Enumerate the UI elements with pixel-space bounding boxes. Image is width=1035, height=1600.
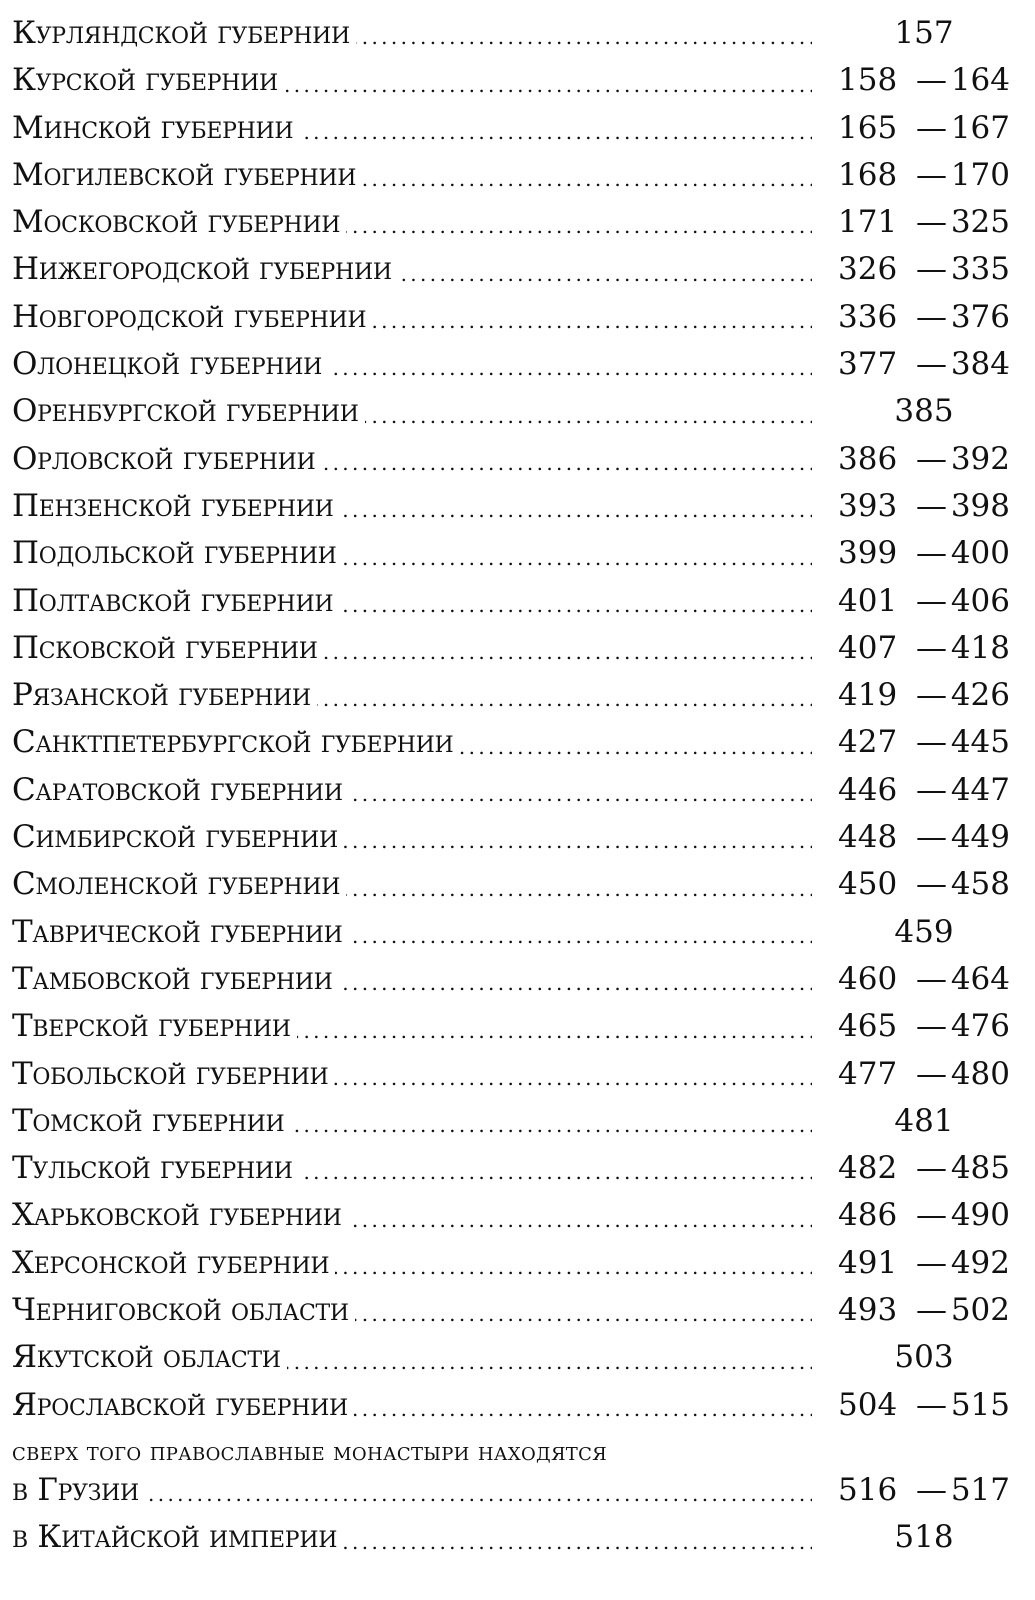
range-dash: — [916,677,947,714]
entry-title: Подольской губернии [12,535,342,571]
page-from: 386 [838,440,898,477]
entry-title: Тамбовской губернии [12,961,339,997]
toc-entry [12,105,1012,152]
table-of-contents [12,10,1012,1562]
page-from: 377 [838,346,898,383]
entry-title: Симбирской губернии [12,819,344,855]
toc-entry [12,672,1012,719]
entry-title: Саратовской губернии [12,772,349,808]
page-from: 493 [838,1292,898,1329]
page-from: 491 [838,1244,898,1281]
toc-entry [12,1051,1012,1098]
page-to: 492 [950,1244,1010,1281]
entry-leader [12,909,812,956]
toc-entry [12,246,1012,293]
range-dash: — [916,1471,947,1508]
entry-leader [12,1514,812,1561]
range-dash: — [916,1292,947,1329]
page-from: 158 [838,62,898,99]
toc-entry [12,57,1012,104]
range-dash: — [916,724,947,761]
entry-title: Черниговской области [12,1292,355,1328]
page-to: 445 [950,724,1010,761]
entry-leader [12,814,812,861]
entry-leader [12,578,812,625]
range-dash: — [916,346,947,383]
range-dash: — [916,1197,947,1234]
range-dash: — [916,1244,947,1281]
entry-leader [12,1192,812,1239]
page-from: 482 [838,1150,898,1187]
toc-entry [12,956,1012,1003]
page-from: 460 [838,960,898,997]
page-number: 503 [894,1339,954,1376]
page-from: 407 [838,629,898,666]
toc-entry [12,1514,1012,1561]
page-to: 376 [950,298,1010,335]
entry-title: Ярославской губернии [12,1387,354,1423]
page-from: 450 [838,866,898,903]
entry-title: Могилевской губернии [12,157,362,193]
entry-title: Таврической губернии [12,914,349,950]
entry-leader [12,152,812,199]
toc-entry [12,1240,1012,1287]
toc-entry [12,1334,1012,1381]
note-line: сверх того православные монастыри находятся [12,1436,608,1466]
toc-entry [12,578,1012,625]
page-to: 335 [950,251,1010,288]
page-to: 398 [950,487,1010,524]
entry-leader [12,1287,812,1334]
entry-title: Олонецкой губернии [12,346,328,382]
entry-title: Псковской губернии [12,630,324,666]
page-from: 465 [838,1008,898,1045]
range-dash: — [916,487,947,524]
entry-title: Херсонской губернии [12,1245,335,1281]
page-from: 477 [838,1055,898,1092]
entry-leader [12,530,812,577]
page-to: 384 [950,346,1010,383]
toc-entry [12,152,1012,199]
toc-entry [12,1287,1012,1334]
entry-leader [12,1240,812,1287]
entry-title: Якутской области [12,1339,287,1375]
page-from: 516 [838,1471,898,1508]
range-dash: — [916,62,947,99]
entry-leader [12,294,812,341]
range-dash: — [916,535,947,572]
page-to: 426 [950,677,1010,714]
toc-entry [12,1382,1012,1429]
entry-leader [12,388,812,435]
entry-title: Харьковской губернии [12,1197,348,1233]
entry-title: Пензенской губернии [12,488,340,524]
range-dash: — [916,1150,947,1187]
page-from: 165 [838,109,898,146]
entry-title: Московской губернии [12,204,346,240]
entry-title: Тобольской губернии [12,1056,334,1092]
entry-leader [12,1051,812,1098]
toc-entry [12,10,1012,57]
page-from: 446 [838,771,898,808]
entry-leader [12,672,812,719]
page-to: 418 [950,629,1010,666]
toc-entry [12,861,1012,908]
entry-leader [12,1145,812,1192]
entry-title: в Китайской империи [12,1519,343,1555]
toc-entry [12,814,1012,861]
entry-leader [12,956,812,1003]
toc-entry [12,1467,1012,1514]
entry-leader [12,719,812,766]
entry-leader [12,861,812,908]
entry-title: в Грузии [12,1472,145,1508]
entry-leader [12,1467,812,1514]
range-dash: — [916,1386,947,1423]
page-number: 157 [894,15,954,51]
toc-entry [12,294,1012,341]
entry-leader [12,57,812,104]
toc-entry [12,436,1012,483]
range-dash: — [916,251,947,288]
page-from: 393 [838,487,898,524]
entry-list [12,10,1012,1429]
page-from: 326 [838,251,898,288]
page-to: 167 [950,109,1010,146]
page-to: 502 [950,1292,1010,1329]
range-dash: — [916,582,947,619]
page-to: 392 [950,440,1010,477]
toc-entry [12,625,1012,672]
page-to: 464 [950,960,1010,997]
toc-entry [12,1145,1012,1192]
entry-leader [12,483,812,530]
range-dash: — [916,1055,947,1092]
range-dash: — [916,298,947,335]
page-to: 449 [950,819,1010,856]
page-to: 490 [950,1197,1010,1234]
toc-entry [12,388,1012,435]
page-from: 171 [838,204,898,241]
page-to: 164 [950,62,1010,99]
entry-leader [12,625,812,672]
entry-title: Тульской губернии [12,1150,299,1186]
page-to: 515 [950,1386,1010,1423]
page-to: 447 [950,771,1010,808]
toc-entry [12,530,1012,577]
range-dash: — [916,109,947,146]
page-number: 518 [894,1519,954,1556]
page-to: 400 [950,535,1010,572]
page-to: 170 [950,156,1010,193]
toc-entry [12,483,1012,530]
page-from: 448 [838,819,898,856]
entry-title: Нижегородской губернии [12,251,398,287]
page-from: 486 [838,1197,898,1234]
entry-leader [12,1098,812,1145]
page-from: 401 [838,582,898,619]
toc-entry [12,199,1012,246]
entry-title: Минской губернии [12,110,299,146]
range-dash: — [916,629,947,666]
entry-leader [12,767,812,814]
page-from: 419 [838,677,898,714]
entry-leader [12,436,812,483]
entry-title: Орловской губернии [12,441,321,477]
toc-entry [12,1003,1012,1050]
entry-leader [12,1003,812,1050]
entry-title: Санктпетербургской губернии [12,724,459,760]
entry-title: Оренбургской губернии [12,393,365,429]
page-from: 336 [838,298,898,335]
range-dash: — [916,440,947,477]
page-from: 427 [838,724,898,761]
toc-entry [12,719,1012,766]
page-to: 476 [950,1008,1010,1045]
entry-title: Полтавской губернии [12,583,339,619]
page-to: 325 [950,204,1010,241]
range-dash: — [916,866,947,903]
page-from: 504 [838,1386,898,1423]
entry-leader [12,341,812,388]
entry-leader [12,10,812,57]
page-number: 481 [894,1102,954,1139]
range-dash: — [916,960,947,997]
entry-leader [12,1382,812,1429]
range-dash: — [916,1008,947,1045]
entry-leader [12,199,812,246]
toc-entry [12,767,1012,814]
entry-title: Смоленской губернии [12,866,346,902]
entry-title: Тверской губернии [12,1008,297,1044]
entry-title: Рязанской губернии [12,677,317,713]
entry-title: Курской губернии [12,62,284,98]
page-to: 480 [950,1055,1010,1092]
entry-leader [12,246,812,293]
range-dash: — [916,771,947,808]
page-to: 458 [950,866,1010,903]
toc-entry [12,909,1012,956]
page-to: 485 [950,1150,1010,1187]
toc-entry [12,1192,1012,1239]
toc-entry [12,1098,1012,1145]
range-dash: — [916,204,947,241]
page-to: 517 [950,1471,1010,1508]
entry-leader [12,105,812,152]
entry-leader [12,1334,812,1381]
range-dash: — [916,819,947,856]
page-to: 406 [950,582,1010,619]
page-from: 399 [838,535,898,572]
range-dash: — [916,156,947,193]
extra-entry-list [12,1467,1012,1562]
toc-entry [12,341,1012,388]
page-from: 168 [838,156,898,193]
entry-title: Новгородской губернии [12,299,372,335]
entry-title: Курляндской губернии [12,15,356,51]
page-number: 459 [894,913,954,950]
page-number: 385 [894,393,954,430]
entry-title: Томской губернии [12,1103,290,1139]
